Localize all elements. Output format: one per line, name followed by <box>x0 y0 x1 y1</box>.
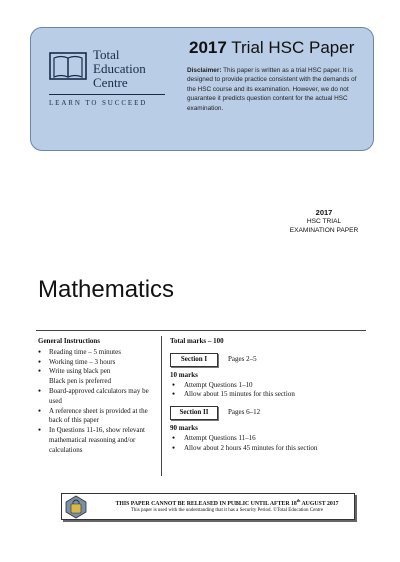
paper-title-text: Trial HSC Paper <box>231 38 355 57</box>
disclaimer-label: Disclaimer: <box>187 67 222 74</box>
section-1-item: ● Attempt Questions 1–10 <box>170 381 370 391</box>
section-1-pages: Pages 2–5 <box>228 354 257 363</box>
instruction-item: ● Reading time – 5 minutes <box>38 348 158 358</box>
instruction-item: ● Working time – 3 hours <box>38 358 158 368</box>
release-notice-end: AUGUST 2017 <box>300 500 339 507</box>
section-2-header <box>170 406 370 420</box>
instruction-item: ● Board-approved calculators may be used <box>38 387 158 407</box>
instruction-item: ● A reference sheet is provided at the back of this paper <box>38 407 158 427</box>
disclaimer-text: This paper is written as a trial HSC paper. It is designed to provide practice consistent with the demands of the HSC course and its examination. However, we do not guarantee it predicts question content for the actual HSC examination. <box>187 67 357 112</box>
paper-title <box>189 38 354 58</box>
paper-year: 2017 <box>189 38 227 57</box>
instruction-item: ● In Questions 11-16, show relevant mathematical reasoning and/or calculations <box>38 426 158 455</box>
section-2-label: Section II <box>170 406 218 420</box>
exam-header-line2: EXAMINATION PAPER <box>289 227 359 234</box>
release-notice-main: THIS PAPER CANNOT BE RELEASED IN PUBLIC UNTIL AFTER 18 <box>115 500 297 507</box>
subject-title: Mathematics <box>38 276 175 303</box>
section-2-marks: 90 marks <box>170 424 198 433</box>
section-1-header <box>170 353 370 367</box>
marks-breakdown <box>170 337 370 454</box>
column-divider <box>161 336 162 476</box>
total-marks: Total marks – 100 <box>170 337 224 345</box>
security-seal-icon <box>65 495 87 519</box>
divider <box>36 330 366 331</box>
logo-divider <box>49 94 165 95</box>
exam-header-line1: HSC TRIAL <box>306 218 342 225</box>
exam-header <box>284 208 364 235</box>
logo-name-line1: Total <box>93 47 120 62</box>
instruction-item: ● Write using black pen <box>38 367 158 377</box>
logo-tagline: LEARN TO SUCCEED <box>49 99 148 107</box>
section-2-pages: Pages 6–12 <box>228 408 261 417</box>
header-banner <box>30 27 374 151</box>
release-notice-line1 <box>102 498 352 507</box>
logo-name-line2: Education <box>93 61 146 76</box>
release-notice-sup: th <box>296 498 301 503</box>
instruction-item: Black pen is preferred <box>49 377 111 386</box>
logo-wordmark <box>93 48 163 90</box>
logo-name-line3: Centre <box>93 75 128 90</box>
section-2-item: ● Attempt Questions 11–16 <box>170 434 370 444</box>
release-notice <box>61 493 355 520</box>
general-instructions-heading: General Instructions <box>38 337 101 345</box>
disclaimer <box>187 66 367 113</box>
section-2-item: ● Allow about 2 hours 45 minutes for this section <box>170 444 370 454</box>
total-education-centre-logo <box>45 44 155 134</box>
section-1-marks: 10 marks <box>170 370 198 379</box>
open-book-icon <box>49 52 87 82</box>
section-1-item: ● Allow about 15 minutes for this section <box>170 390 370 400</box>
section-1-label: Section I <box>170 353 218 367</box>
release-notice-line2: This paper is used with the understanding that it has a Security Period. ©Total Education Centre <box>130 508 324 513</box>
exam-year: 2017 <box>315 208 333 217</box>
general-instructions <box>38 337 158 456</box>
